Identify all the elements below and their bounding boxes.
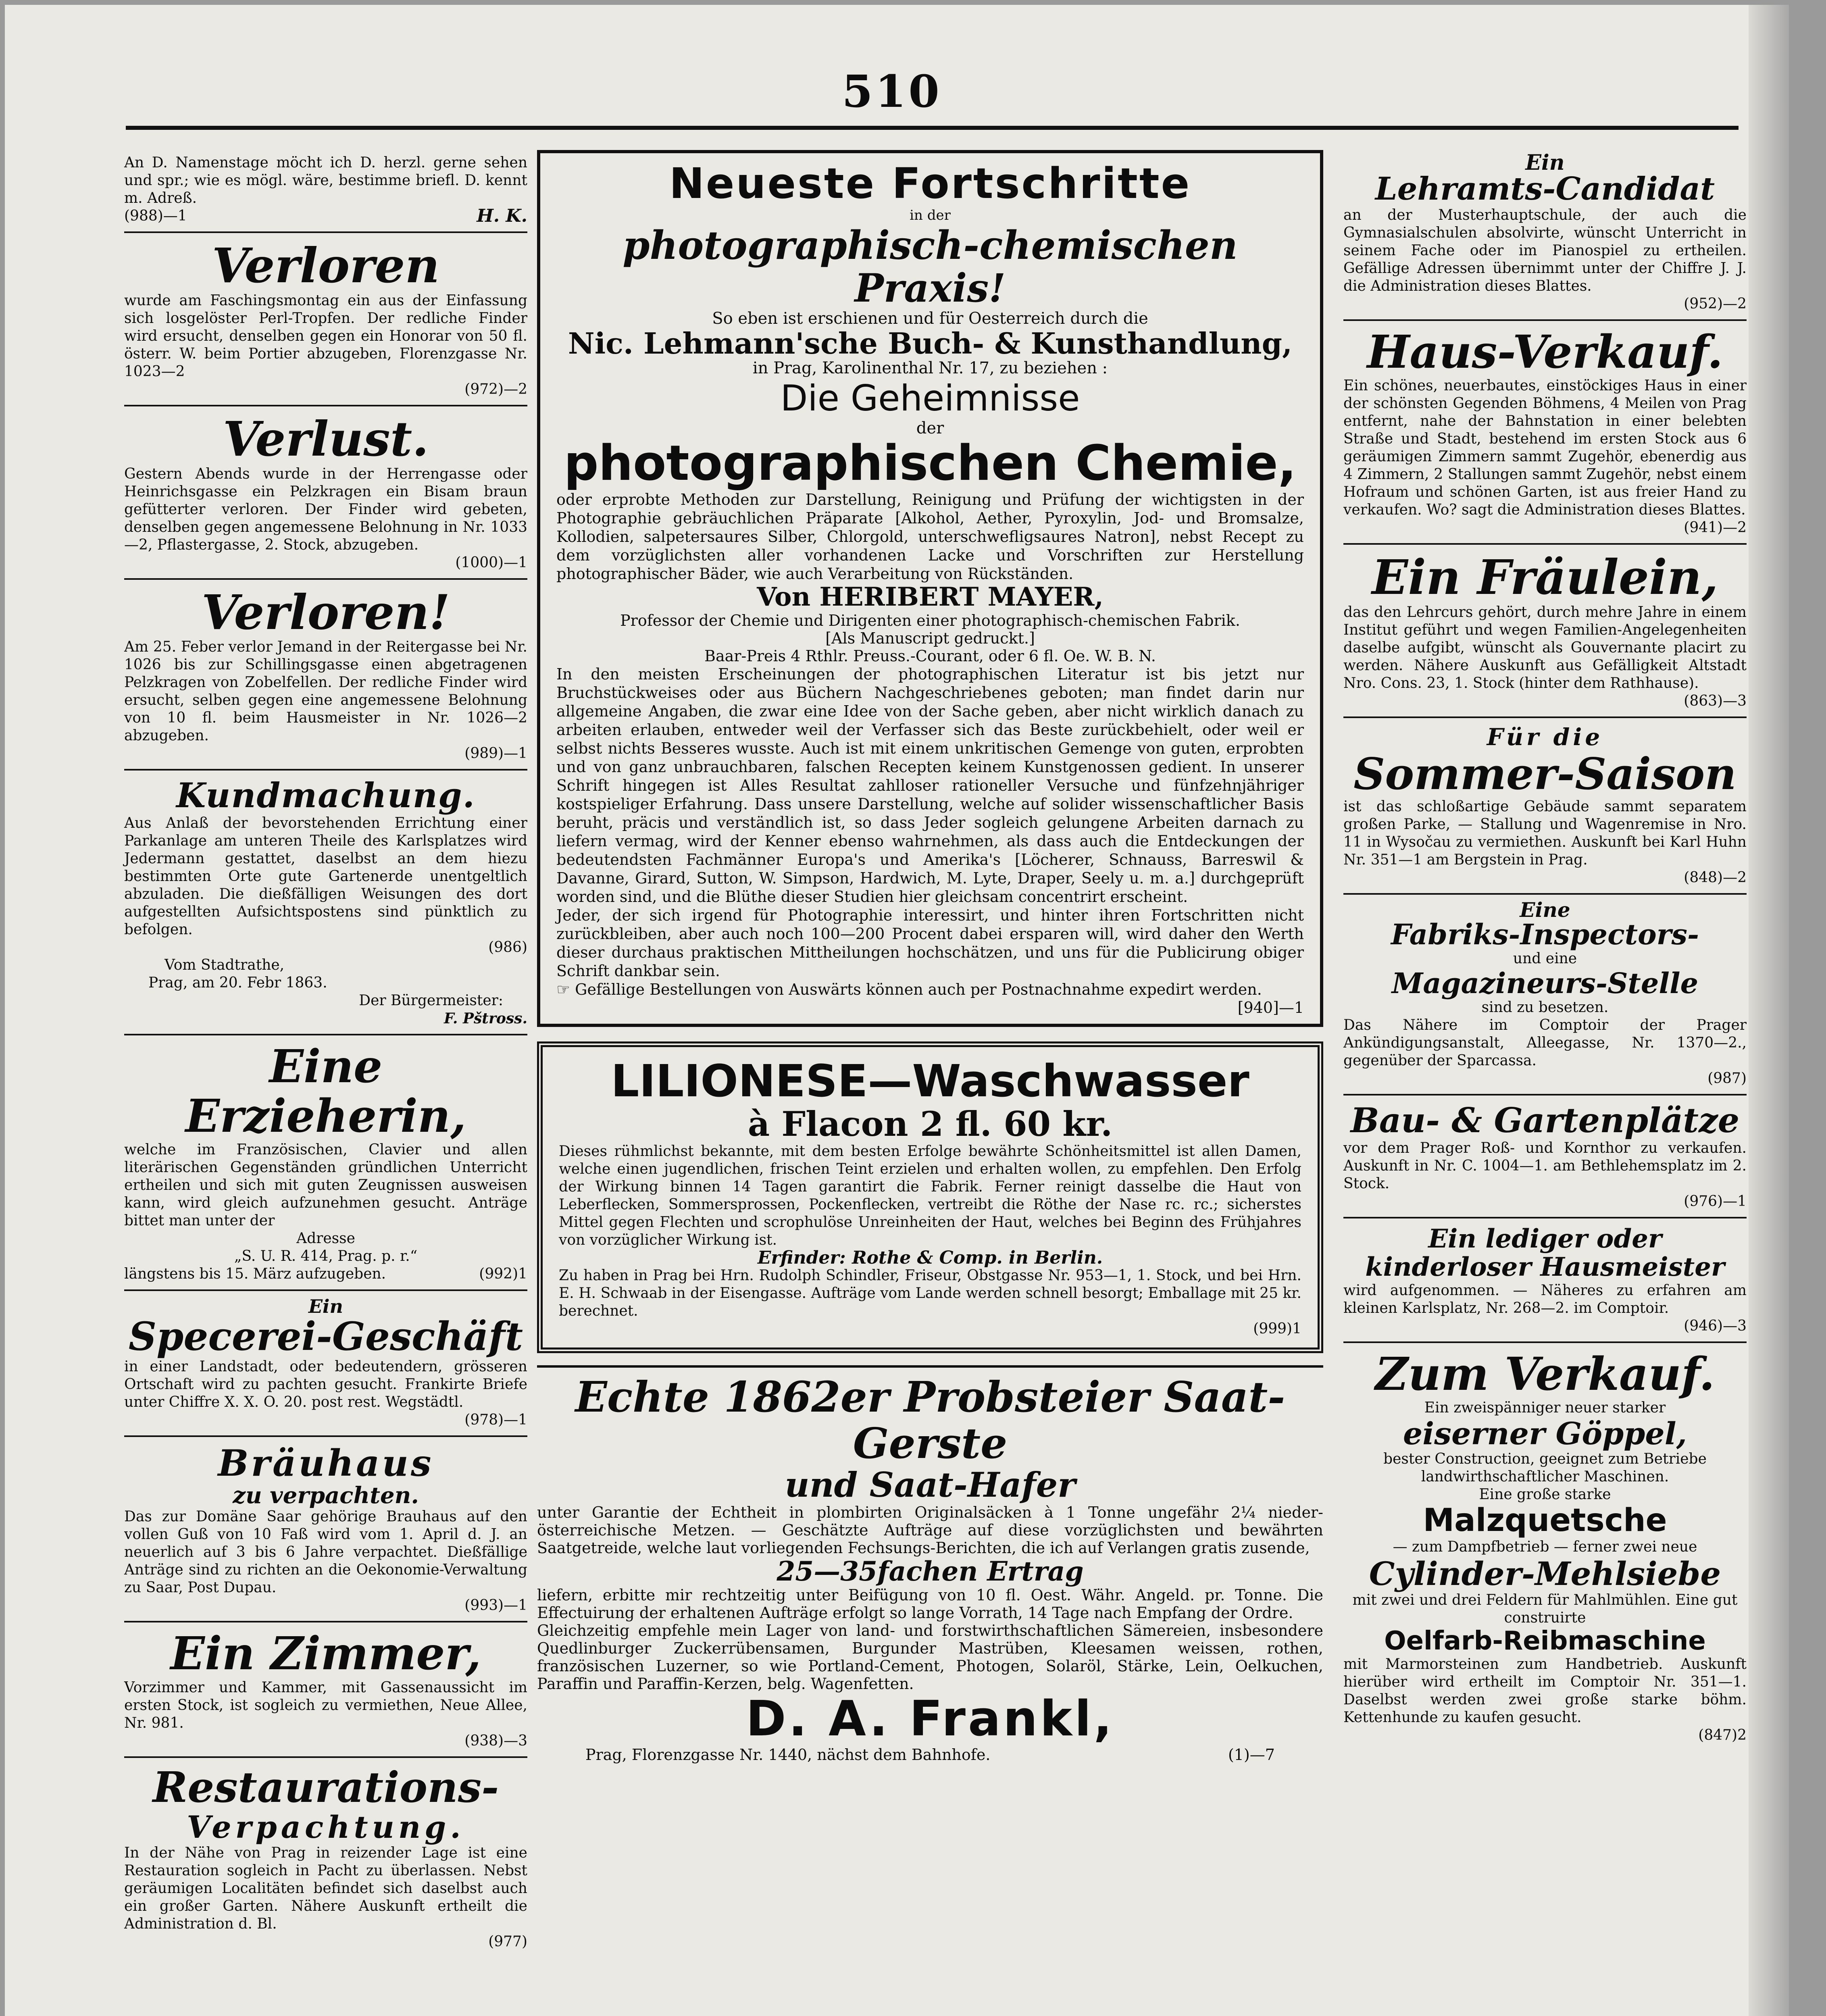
- ad-title: Zum Verkauf.: [1375, 1347, 1715, 1401]
- ad-text: an der Musterhauptschule, der auch die Gymnasialschulen absolvirte, wünscht Unterricht in seinem Fache oder im Pianospiel zu ertheilen. Gefällige Adressen übernimmt unter der Chiffre J. J. die Administration dieses Blattes.: [1343, 206, 1747, 294]
- divider: [124, 578, 527, 580]
- ad-title: Ein Fräulein,: [1372, 549, 1718, 605]
- ad-connector: in der: [910, 207, 951, 224]
- ad-seller-address: in Prag, Karolinenthal Nr. 17, zu beziehen :: [752, 358, 1108, 377]
- ad-title: Eine Erzieherin,: [185, 1040, 466, 1143]
- ad-specerei: [124, 1293, 527, 1433]
- ad-text: In der Nähe von Prag in reizender Lage ist eine Restauration sogleich in Pacht zu überlassen. Nebst geräumigen Localitäten befindet sich daselbst auch ein großer Garten. Nähere Auskunft ertheilt die Administration d. Bl.: [124, 1844, 527, 1932]
- ad-merchant-address: Prag, Florenzgasse Nr. 1440, nächst dem Bahnhofe.: [585, 1745, 991, 1764]
- newspaper-page: [5, 5, 1789, 2016]
- ad-title: Ein lediger oder kinderloser Hausmeister: [1365, 1223, 1725, 1283]
- ad-seller: Nic. Lehmann'sche Buch- & Kunsthandlung,: [568, 326, 1293, 360]
- ad-date: Prag, am 20. Febr 1863.: [148, 974, 327, 991]
- ad-headline-2: photographisch-chemischen Praxis!: [623, 223, 1238, 311]
- item-reibmaschine: Oelfarb-Reibmaschine: [1384, 1626, 1706, 1656]
- ad-line: — zum Dampfbetrieb — ferner zwei neue: [1393, 1539, 1697, 1556]
- ad-text: Gestern Abends wurde in der Herrengasse oder Heinrichsgasse ein Pelzkragen ein Bisam braun gefütterter verloren. Der Finder wird gebeten, denselben gegen angemessene Belohnung in Nr. 1033—2, Pflastergasse, 2. Stock, abzugeben.: [124, 465, 527, 553]
- ad-photographic-chemistry: [537, 150, 1323, 1027]
- ad-title: Verloren!: [201, 584, 450, 640]
- ad-text: welche im Französischen, Clavier und allen literärischen Gegenständen gründlichen Unterricht ertheilen und sich mit guten Zeugnissen ausweisen kann, wird gleich aufzunehmen gesucht. Anträge bittet man unter der: [124, 1141, 527, 1229]
- ad-title: Echte 1862er Probsteier Saat-Gerste: [575, 1372, 1285, 1468]
- ad-number: (992)1: [479, 1266, 527, 1283]
- ad-text: An D. Namenstage möcht ich D. herzl. gerne sehen und spr.; wie es mögl. wäre, bestimme briefl. D. kennt m. Adreß.: [124, 154, 527, 206]
- ad-signature: H. K.: [477, 206, 527, 226]
- item-malzquetsche: Malzquetsche: [1423, 1502, 1667, 1539]
- item-mehlsiebe: Cylinder-Mehlsiebe: [1369, 1555, 1721, 1593]
- ad-subtitle: zu verpachten.: [233, 1482, 419, 1509]
- ad-line: Eine große starke: [1479, 1486, 1611, 1503]
- ad-title: Restaurations-: [152, 1762, 499, 1812]
- ad-hausmeister: [1343, 1221, 1747, 1339]
- ad-text: wird aufgenommen. — Näheres zu erfahren am kleinen Karlsplatz, Nr. 268—2. im Comptoir.: [1343, 1282, 1747, 1316]
- ad-number: (972)—2: [464, 381, 527, 398]
- ad-pretitle: Ein: [308, 1295, 343, 1318]
- ad-text: unter Garantie der Echtheit in plombirten Originalsäcken à 1 Tonne ungefähr 2¼ nieder-österreichische Metzen. — Geschätzte Aufträge auf diese vorzüglichsten und bewährten Saatgetreide, welche laut vorliegenden Fechsungs-Berichten, die ich auf Verlangen gratis zusende,: [537, 1504, 1323, 1557]
- item-goeppel: eiserner Göppel,: [1403, 1415, 1687, 1452]
- ad-number: (938)—3: [464, 1732, 527, 1749]
- divider: [1343, 1217, 1747, 1218]
- divider: [1343, 1341, 1747, 1343]
- ad-title: Bau- & Gartenplätze: [1350, 1100, 1740, 1141]
- ad-saat-gerste: [537, 1370, 1323, 1768]
- ad-number: (863)—3: [1684, 692, 1747, 709]
- ad-connector: und eine: [1513, 950, 1577, 967]
- ad-inventor: Erfinder: Rothe & Comp. in Berlin.: [757, 1248, 1103, 1268]
- ad-issuer: Vom Stadtrathe,: [164, 956, 285, 973]
- ad-number: (946)—3: [1684, 1317, 1747, 1334]
- ad-line: bester Construction, geeignet zum Betriebe landwirthschaftlicher Maschinen.: [1383, 1451, 1707, 1485]
- left-column: [124, 150, 527, 1955]
- ad-text-tail: längstens bis 15. März aufzugeben.: [124, 1266, 386, 1283]
- ad-order-text: Gefällige Bestellungen von Auswärts können auch per Postnachnahme expedirt werden.: [575, 980, 1262, 998]
- ad-subtitle: Verpachtung.: [187, 1809, 465, 1845]
- ad-title: Fabriks-Inspectors-: [1391, 918, 1699, 952]
- ad-line: Ein zweispänniger neuer starker: [1424, 1399, 1666, 1416]
- ad-number: (976)—1: [1684, 1193, 1747, 1210]
- ad-title: Verlust.: [223, 410, 429, 467]
- ad-title-2: Magazineurs-Stelle: [1391, 966, 1699, 1000]
- book-title-2: photographischen Chemie,: [564, 435, 1297, 492]
- divider: [1343, 716, 1747, 718]
- ad-order-note: [556, 980, 1304, 999]
- ad-number: (988)—1: [124, 208, 187, 224]
- ad-text: Vorzimmer und Kammer, mit Gassenaussicht im ersten Stock, ist sogleich zu vermiethen, Neue Allee, Nr. 981.: [124, 1679, 527, 1731]
- ad-erzieherin: [124, 1038, 527, 1287]
- ad-number: (989)—1: [464, 745, 527, 762]
- ad-text-2: liefern, erbitte mir rechtzeitig unter Beifügung von 10 fl. Oest. Währ. Angeld. pr. Tonne. Die Effectuirung der erhaltenen Aufträge erfolgt so lange Vorrath, 14 Tage nach Empfang der Ordre.: [537, 1586, 1323, 1622]
- ad-text: vor dem Prager Roß- und Kornthor zu verkaufen. Auskunft in Nr. C. 1004—1. am Bethlehemsplatz im 2. Stock.: [1343, 1139, 1747, 1192]
- ad-bauplaetze: [1343, 1098, 1747, 1214]
- ad-text: Ein schönes, neuerbautes, einstöckiges Haus in einer der schönsten Gegenden Böhmens, 4 Meilen von Prag entfernt, nahe der Bahnstation in einer belebten Straße und Stadt, bestehend im ersten Stock aus 6 geräumigen Zimmern sammt Zugehör, ebenerdig aus 4 Zimmern, 2 Stallungen sammt Zugehör, nebst einem Hofraum und schönen Garten, ist aus freier Hand zu verkaufen. Wo? sagt die Administration dieses Blattes.: [1343, 377, 1747, 518]
- author-title: Professor der Chemie und Dirigenten einer photographisch-chemischen Fabrik.: [620, 611, 1240, 629]
- ad-number: (848)—2: [1684, 869, 1747, 886]
- book-price: Baar-Preis 4 Rthlr. Preuss.-Courant, oder 6 fl. Oe. W. B. N.: [704, 647, 1156, 665]
- divider: [124, 1289, 527, 1291]
- ad-number: (1000)—1: [455, 554, 527, 571]
- ad-pretitle: Für die: [1487, 723, 1603, 751]
- ad-title: Ein Zimmer,: [170, 1627, 481, 1681]
- book-note: [Als Manuscript gedruckt.]: [825, 629, 1035, 647]
- ad-headline: Neueste Fortschritte: [669, 159, 1191, 208]
- ad-signature: F. Pštross.: [443, 1010, 527, 1027]
- divider: [124, 1756, 527, 1758]
- ad-text: Am 25. Feber verlor Jemand in der Reitergasse bei Nr. 1026 bis zur Schillingsgasse einen abgetragenen Pelzkragen von Zobelfellen. Der redliche Finder wird ersucht, selben gegen eine angemessene Belohnung von 10 fl. beim Hausmeister in Nr. 1026—2 abzugeben.: [124, 639, 527, 744]
- ad-price: à Flacon 2 fl. 60 kr.: [747, 1104, 1113, 1144]
- ad-subtitle: sind zu besetzen.: [1481, 999, 1609, 1016]
- ad-title: Verloren: [212, 237, 440, 294]
- page-edge: [1749, 5, 1789, 2016]
- ad-number: (952)—2: [1684, 295, 1747, 312]
- ad-number: (847)2: [1698, 1727, 1747, 1743]
- divider: [1343, 893, 1747, 895]
- ad-title: Lehramts-Candidat: [1375, 171, 1715, 207]
- divider: [124, 231, 527, 233]
- divider: [124, 1034, 527, 1035]
- ad-number: (999)1: [1253, 1320, 1301, 1337]
- ad-fraeulein: [1343, 547, 1747, 714]
- page-number: 510: [842, 65, 942, 117]
- ad-title: Specerei-Geschäft: [128, 1314, 523, 1360]
- ad-office: Der Bürgermeister:: [359, 992, 503, 1009]
- ad-text: ist das schloßartige Gebäude sammt separatem großen Parke, — Stallung und Wagenremise in Nro. 11 in Wysočau zu vermiethen. Auskunft bei Karl Huhn Nr. 351—1 am Bergstein in Prag.: [1343, 798, 1747, 868]
- right-column: [1343, 150, 1747, 1748]
- ad-inspector: [1343, 897, 1747, 1091]
- divider: [124, 1621, 527, 1622]
- book-description: oder erprobte Methoden zur Darstellung, Reinigung und Prüfung der wichtigsten in der Photographie gebräuchlichen Präparate [Alkohol, Aether, Pyroxylin, Jod- und Bromsalze, Kollodien, salpetersaures Silber, Chlorgold, unterschwefligsaures Natron], nebst Recept zu dem vorzüglichsten aller vorhandenen Lacke und Vorschriften zur Herstellung photographischer Bäder, wie auch Verarbeitung von Rückständen.: [556, 491, 1304, 583]
- ad-text: Das Nähere im Comptoir der Prager Ankündigungsanstalt, Alleegasse, Nr. 1370—2., gegenüber der Sparcassa.: [1343, 1017, 1747, 1069]
- ad-title: Sommer-Saison: [1353, 748, 1736, 800]
- ad-title: LILIONESE—Waschwasser: [611, 1055, 1249, 1107]
- middle-column: [537, 150, 1323, 1768]
- ad-body: In den meisten Erscheinungen der photographischen Literatur ist bis jetzt nur Bruchstückweises oder aus Büchern Nachgeschriebenes geboten; man findet darin nur allgemeine Angaben, die zwar eine Idee von der Sache geben, aber nicht wirklich danach zu arbeiten erlauben, entweder weil der Verfasser sich das Beste zurückbehielt, oder weil er selbst nichts Besseres wusste. Auch ist mit einem unkritischen Gemenge von guten, erprobten und von ganz unbrauchbaren, falschen Recepten keinem Kunstgenossen gedient. In unserer Schrift hingegen ist Alles Resultat zahlloser rationeller Versuche und fünfzehnjähriger kostspieliger Erfahrung. Dass unsere Darstellung, welche auf solider wissenschaftlicher Basis beruht, präcis und verständlich ist, so dass Jeder sogleich gelungene Arbeiten darnach zu liefern vermag, wird der Kenner ebenso wahrnehmen, als dass auch die Entdeckungen der bedeutendsten Fachmänner Europa's und Amerika's [Löcherer, Schnauss, Barreswil & Davanne, Girard, Sutton, W. Simpson, Hardwich, M. Lyte, Draper, Seely u. m. a.] durchgeprüft worden sind, und die Blüthe dieser Studien hier gleichsam concentrirt erscheint.: [556, 665, 1304, 906]
- ad-number: (993)—1: [464, 1597, 527, 1614]
- ad-pretitle: Ein: [1525, 150, 1565, 175]
- ad-number: (978)—1: [464, 1411, 527, 1428]
- ad-merchant: D. A. Frankl,: [746, 1691, 1114, 1747]
- ad-subtitle: und Saat-Hafer: [785, 1464, 1076, 1505]
- ad-text-3: Gleichzeitig empfehle mein Lager von land- und forstwirthschaftlichen Sämereien, insbesondere Quedlinburger Zuckerrübensamen, Burgunder Mastrüben, Kleesamen weissen, rothen, französischen Luzerner, so wie Portland-Cement, Photogen, Solaröl, Stärke, Lein, Oelkuchen, Paraffin und Paraffin-Kerzen, belg. Wagenfetten.: [537, 1621, 1323, 1693]
- divider: [124, 405, 527, 406]
- ad-address-label: Adresse: [296, 1230, 355, 1247]
- ad-line: mit zwei und drei Feldern für Mahlmühlen. Eine gut construirte: [1352, 1592, 1738, 1627]
- ad-text: in einer Landstadt, oder bedeutendern, grösseren Ortschaft wird zu pachten gesucht. Frankirte Briefe unter Chiffre X. X. O. 20. post rest. Wegstädtl.: [124, 1358, 527, 1410]
- divider: [537, 1365, 1323, 1368]
- ad-number: (986): [488, 939, 527, 956]
- ad-kundmachung: [124, 773, 527, 1031]
- ad-zum-verkauf: [1343, 1345, 1747, 1748]
- divider: [1343, 543, 1747, 545]
- ad-number: (1)—7: [1228, 1745, 1275, 1764]
- ad-zimmer: [124, 1625, 527, 1754]
- header-rule: [126, 126, 1739, 130]
- ad-verloren-1: [124, 235, 527, 402]
- ad-verloren-2: [124, 582, 527, 767]
- ad-text: wurde am Faschingsmontag ein aus der Einfassung sich losgelöster Perl-Tropfen. Der redliche Finder wird ersucht, denselben gegen ein Honorar von 50 fl. österr. W. beim Portier abzugeben, Florenzgasse Nr. 1023—2: [124, 292, 527, 380]
- pointing-hand-icon: ☞: [556, 980, 575, 998]
- ad-text: mit Marmorsteinen zum Handbetrieb. Auskunft hierüber wird ertheilt im Comptoir Nr. 351—1. Daselbst werden zwei große starke böhm. Kettenhunde zu kaufen gesucht.: [1343, 1656, 1747, 1726]
- ad-title: Haus-Verkauf.: [1367, 325, 1723, 379]
- ad-text: Dieses rühmlichst bekannte, mit dem besten Erfolge bewährte Schönheitsmittel ist allen Damen, welche einen jugendlichen, frischen Teint erzielen und erhalten wollen, zu empfehlen. Den Erfolg der Wirkung binnen 14 Tagen garantirt die Fabrik. Ferner reinigt dasselbe die Haut von Leberflecken, Sommersprossen, Pockenflecken, vertreibt die Röthe der Nase rc. rc.; sicherstes Mittel gegen Flechten und scrophulöse Unreinheiten der Haut, welches bei Beginn des Frühjahres von vorzüglicher Wirkung ist.: [559, 1143, 1301, 1249]
- ad-lilionese: [537, 1041, 1323, 1353]
- ad-sale-info: Zu haben in Prag bei Hrn. Rudolph Schindler, Friseur, Obstgasse Nr. 953—1, 1. Stock, und bei Hrn. E. H. Schwaab in der Eisengasse. Aufträge vom Lande werden schnell besorgt; Emballage mit 25 kr. berechnet.: [559, 1267, 1301, 1320]
- ad-brauhaus: [124, 1439, 527, 1619]
- ad-address: „S. U. R. 414, Prag. p. r.“: [234, 1248, 418, 1265]
- ad-yield: 25—35fachen Ertrag: [777, 1556, 1084, 1587]
- book-title: Die Geheimnisse: [780, 377, 1080, 419]
- ad-title: Kundmachung.: [176, 775, 475, 816]
- book-author: Von HERIBERT MAYER,: [757, 582, 1104, 612]
- ad-lehramt: [1343, 150, 1747, 317]
- ad-title: Bräuhaus: [218, 1441, 434, 1485]
- ad-number: (941)—2: [1684, 519, 1747, 536]
- ad-text: das den Lehrcurs gehört, durch mehre Jahre in einem Institut geführt und wegen Familien-Angelegenheiten daselbe aufgibt, wünscht als Gouvernante placirt zu werden. Nähere Auskunft aus Gefälligkeit Altstadt Nro. Cons. 23, 1. Stock (hinter dem Rathhause).: [1343, 604, 1747, 691]
- ad-number: (987): [1707, 1070, 1747, 1087]
- divider: [124, 769, 527, 771]
- ad-number: [940]—1: [1237, 998, 1304, 1016]
- divider: [1343, 1094, 1747, 1095]
- ad-number: (977): [488, 1933, 527, 1950]
- ad-text: Aus Anlaß der bevorstehenden Errichtung einer Parkanlage am unteren Theile des Karlsplatzes wird Jedermann gestattet, daselbst an dem hiezu bestimmten Orte gute Gartenerde unentgeltlich abzuladen. Die dießfälligen Weisungen des dort aufgestellten Aufsichtspostens sind pünktlich zu befolgen.: [124, 814, 527, 938]
- ad-restauration: [124, 1760, 527, 1955]
- ad-sommer-saison: [1343, 721, 1747, 891]
- ad-pretitle: Eine: [1520, 898, 1570, 922]
- ad-verlust: [124, 409, 527, 576]
- divider: [124, 1435, 527, 1437]
- ad-hausverkauf: [1343, 323, 1747, 541]
- ad-intro: So eben ist erschienen und für Oesterreich durch die: [712, 309, 1148, 328]
- ad-body-2: Jeder, der sich irgend für Photographie interessirt, und hinter ihren Fortschritten nicht zurückbleiben, aber auch noch 100—200 Procent dabei ersparen will, wird daher den Werth dieser durchaus praktischen Mittheilungen hochschätzen, und uns für die Publicirung obiger Schrift dankbar sein.: [556, 906, 1304, 980]
- ad-namenstag: [124, 150, 527, 229]
- divider: [1343, 319, 1747, 321]
- ad-text: Das zur Domäne Saar gehörige Brauhaus auf den vollen Guß von 10 Faß wird vom 1. April d. J. an neuerlich auf 3 bis 6 Jahre verpachtet. Dießfällige Anträge sind zu richten an die Oekonomie-Verwaltung zu Saar, Post Dupau.: [124, 1508, 527, 1596]
- book-connector: der: [916, 419, 944, 438]
